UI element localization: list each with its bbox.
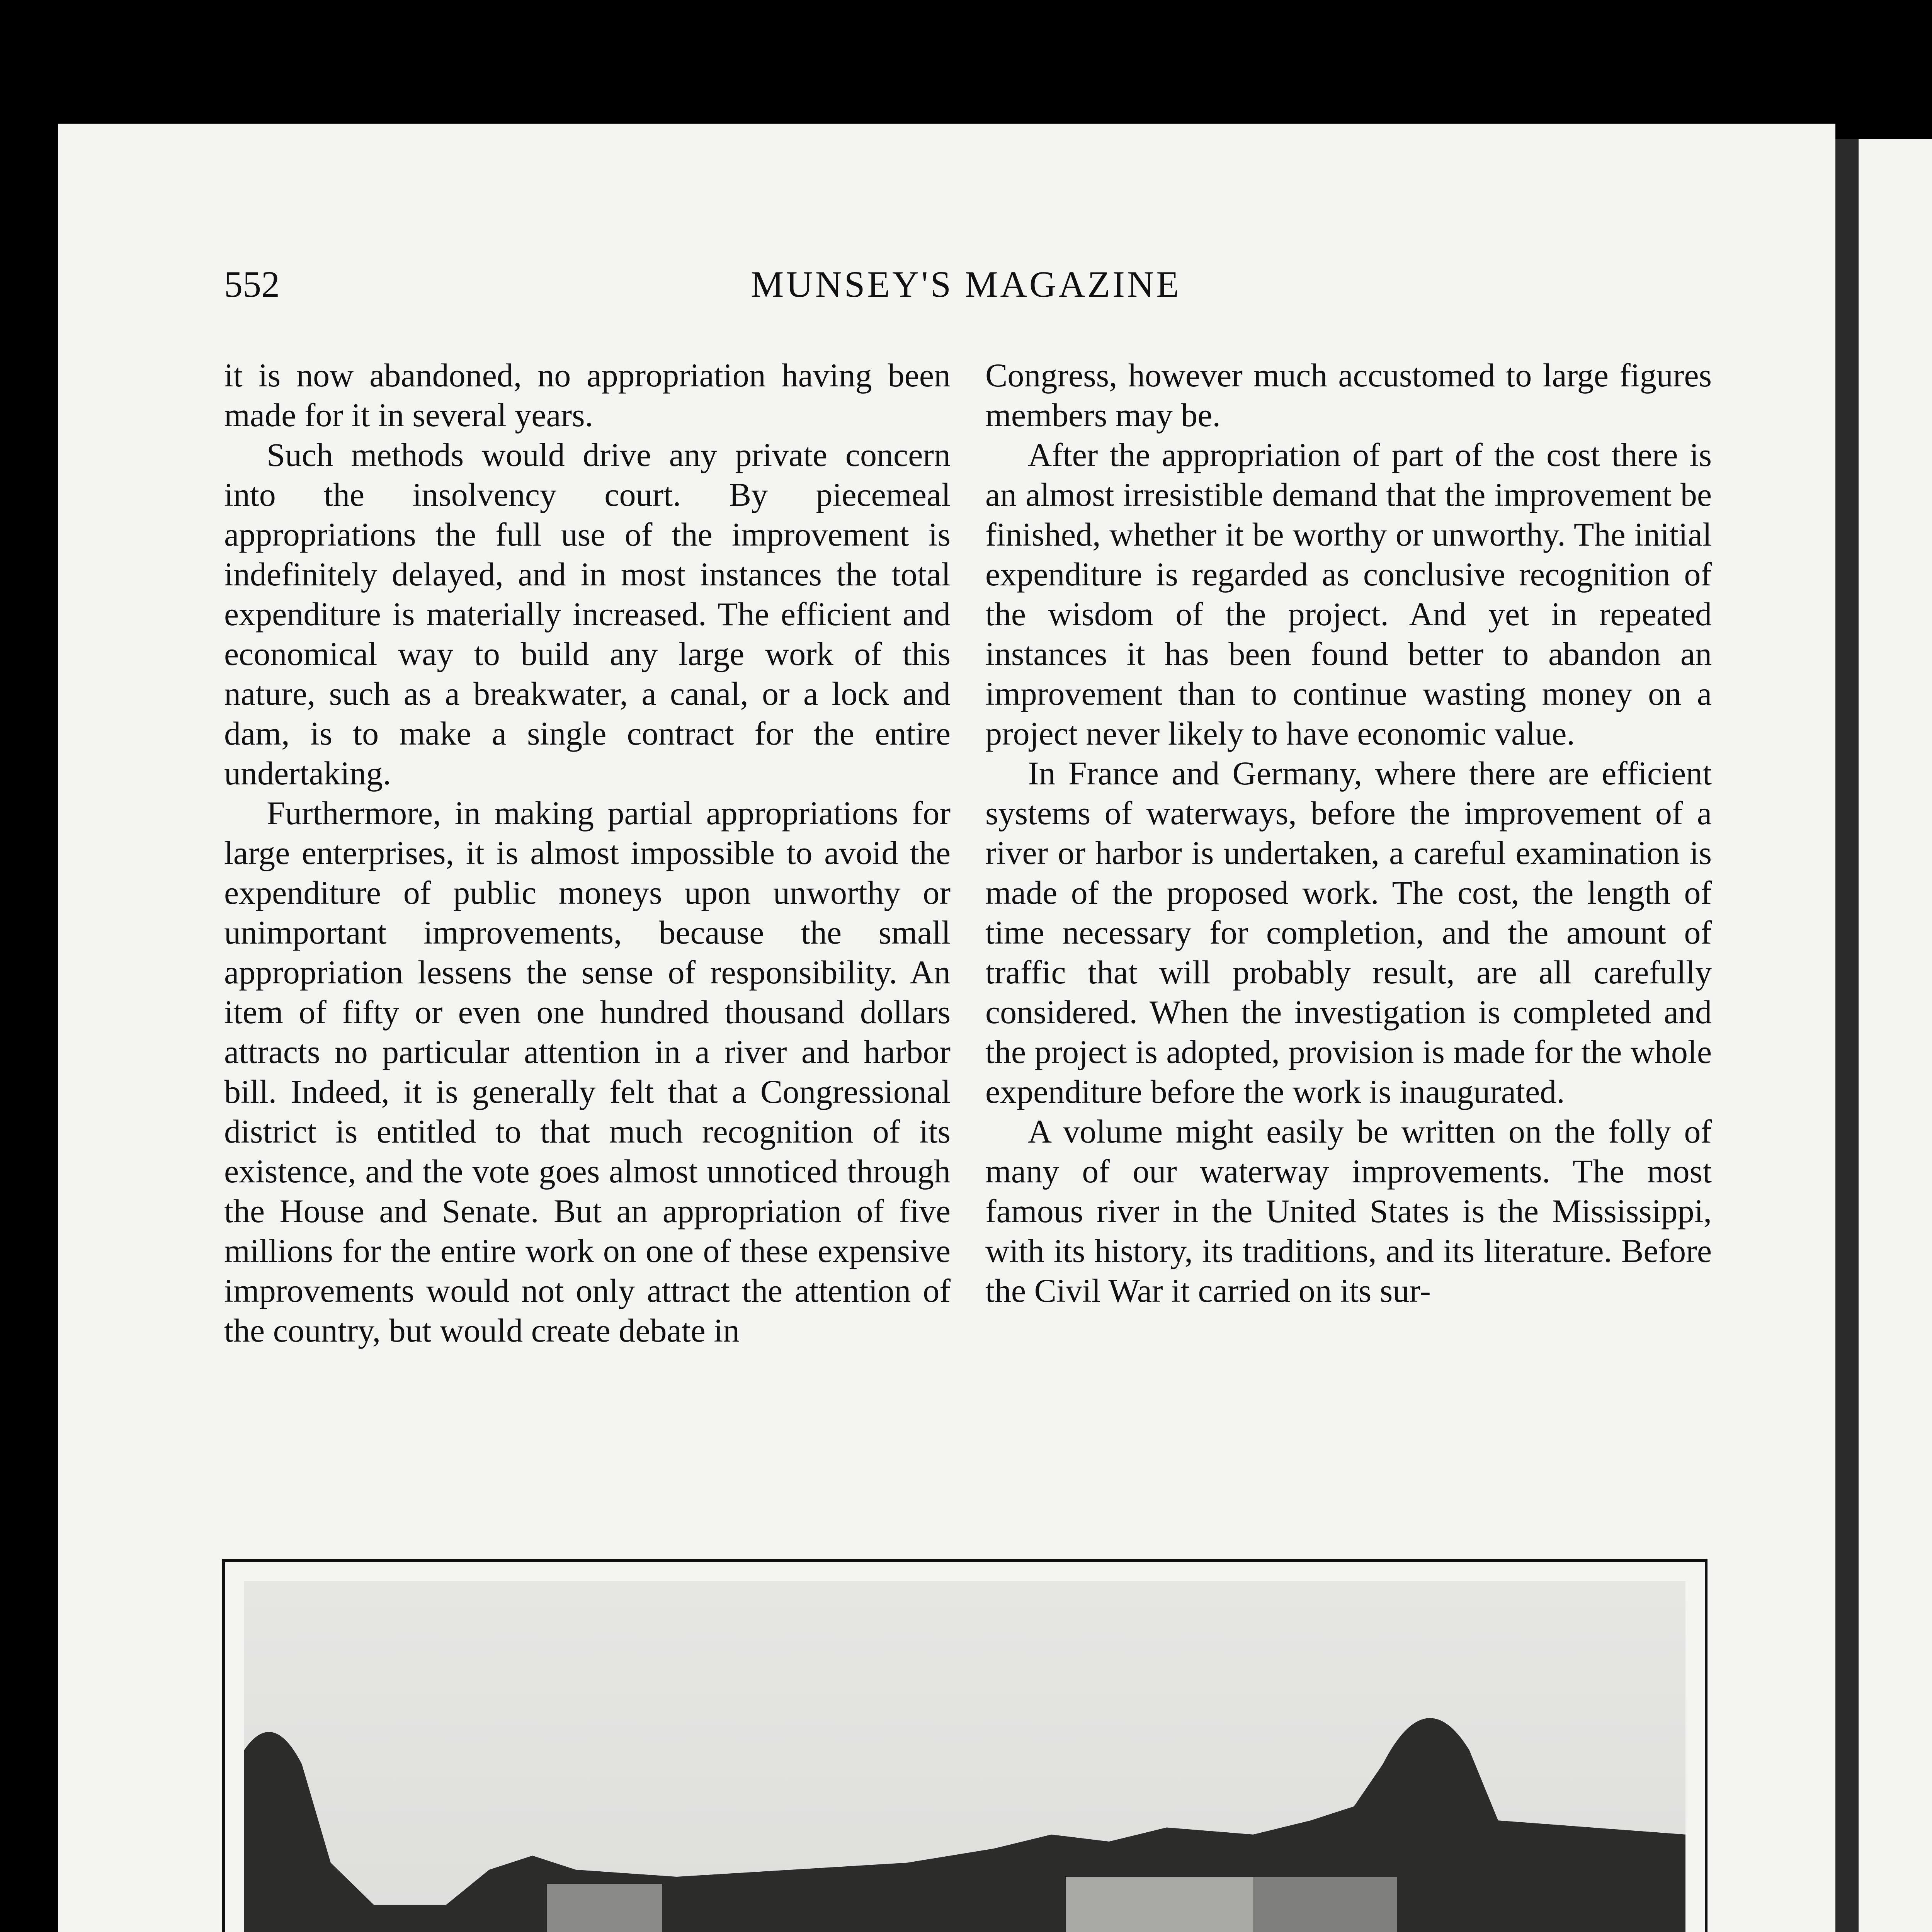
paragraph: A volume might easily be written on the folly of many of our waterway improvements. The most famous river in the United States is the Mississippi, with its history, its traditions, and its literature. Before the Civil War it carried on its sur- bbox=[985, 1113, 1712, 1309]
paragraph: Such methods would drive any private concern into the insolvency court. By piecemeal appropriations the full use of the improvement is indefinitely delayed, and in most instances the total expenditure is materially increased. The efficient and economical way to build any large work of this nature, such as a breakwater, a canal, or a lock and dam, is to make a single contract for the entire undertaking. bbox=[224, 436, 951, 792]
photo-figure-frame bbox=[222, 1559, 1708, 1932]
paragraph: Congress, however much accustomed to large figures members may be. bbox=[985, 357, 1712, 434]
paragraph: it is now abandoned, no appropriation having been made for it in several years. bbox=[224, 357, 951, 434]
paragraph: In France and Germany, where there are efficient systems of waterways, before the improvement of a river or harbor is undertaken, a careful examination is made of the proposed work. The cost, the length of time necessary for completion, and the amount of traffic that will probably result, are all carefully considered. When the investigation is completed and the project is adopted, provision is made for the whole expenditure before the work is inaugurated. bbox=[985, 755, 1712, 1110]
right-text-column bbox=[985, 355, 1712, 1311]
facing-page-edge bbox=[1859, 139, 1932, 1932]
page-gutter-shadow bbox=[1835, 139, 1859, 1932]
paragraph: After the appropriation of part of the cost there is an almost irresistible demand that the improvement be finished, whether it be worthy or unworthy. The initial expenditure is regarded as conclusive recognition of the wisdom of the project. And yet in repeated instances it has been found better to abandon an improvement than to continue wasting money on a project never likely to have economic value. bbox=[985, 436, 1712, 752]
river-dam-photo bbox=[244, 1581, 1685, 1932]
paragraph: Furthermore, in making partial appropriations for large enterprises, it is almost impossible to avoid the expenditure of public moneys upon unworthy or unimportant improvements, because the small appropriation lessens the sense of responsibility. An item of fifty or even one hundred thousand dollars attracts no particular attention in a river and harbor bill. Indeed, it is generally felt that a Congressional district is entitled to that much recognition of its existence, and the vote goes almost unnoticed through the House and Senate. But an appropriation of five millions for the entire work on one of these expensive improvements would not only attract the attention of the country, but would create debate in bbox=[224, 794, 951, 1349]
river-dam-photo-illustration bbox=[244, 1581, 1685, 1932]
page-number: 552 bbox=[224, 264, 280, 305]
running-title: MUNSEY'S MAGAZINE bbox=[751, 264, 1181, 305]
page-header bbox=[224, 263, 1708, 325]
left-text-column bbox=[224, 355, 951, 1350]
